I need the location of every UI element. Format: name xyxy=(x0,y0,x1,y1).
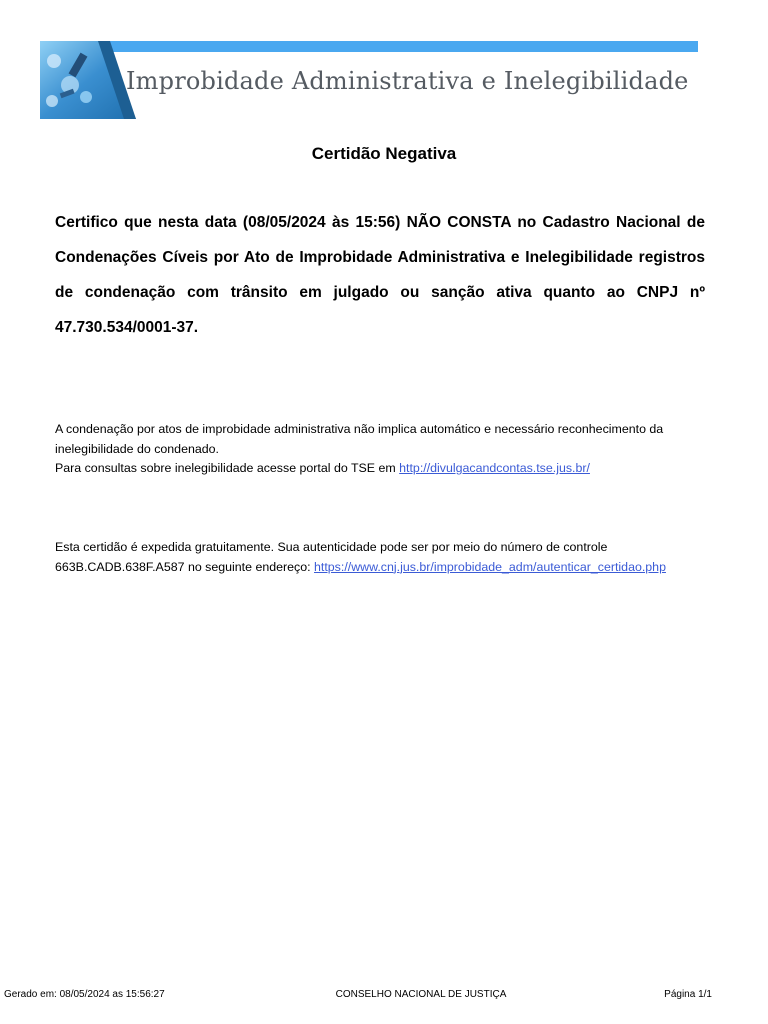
document-title: Certidão Negativa xyxy=(311,144,457,163)
notice-text: A condenação por atos de improbidade administrativa não implica automático e necessário reconhecimento da inelegibilidade do condenado. xyxy=(55,422,664,456)
justice-collage-logo xyxy=(40,41,136,119)
control-number-prefix: 663B.CADB.638F.A587 no seguinte endereço: xyxy=(55,559,315,574)
notice-tse-prefix: Para consultas sobre inelegibilidade acesse portal do TSE em xyxy=(55,461,400,475)
authenticity-notice xyxy=(55,538,735,577)
authentication-link[interactable]: https://www.cnj.jus.br/improbidade_adm/autenticar_certidao.php xyxy=(314,559,666,574)
validity-control-line xyxy=(55,558,735,578)
footer-organization: CONSELHO NACIONAL DE JUSTIÇA xyxy=(335,989,507,1000)
page-number: Página 1/1 xyxy=(664,989,712,1000)
tse-portal-link[interactable]: http://divulgacandcontas.tse.jus.br/ xyxy=(399,461,590,475)
header-accent-bar xyxy=(40,41,698,52)
document-header xyxy=(40,41,698,119)
inelegibility-notice xyxy=(55,420,715,479)
notice-tse-line xyxy=(55,459,715,479)
validity-text: Esta certidão é expedida gratuitamente. Sua autenticidade pode ser por meio do número de controle xyxy=(55,540,608,554)
certificate-statement: Certifico que nesta data (08/05/2024 às 15:56) NÃO CONSTA no Cadastro Nacional de Condenações Cíveis por Ato de Improbidade Administrativa e Inelegibilidade registros de condenação com trânsito em julgado ou sanção ativa quanto ao CNPJ nº 47.730.534/0001-37. xyxy=(55,214,705,336)
header-title: Improbidade Administrativa e Inelegibilidade xyxy=(126,67,689,95)
generated-timestamp: Gerado em: 08/05/2024 as 15:56:27 xyxy=(4,989,165,1000)
